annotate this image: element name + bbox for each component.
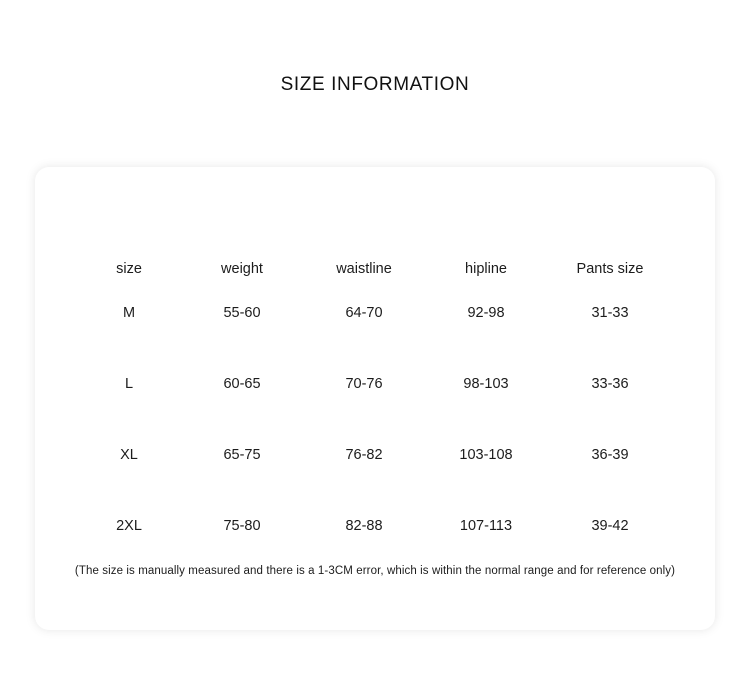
cell-hipline: 92-98: [467, 304, 505, 321]
table-row: [77, 419, 673, 490]
cell-pants-size: 31-33: [591, 304, 629, 321]
cell-size: 2XL: [116, 517, 142, 534]
table-row: [77, 348, 673, 419]
table-header: [77, 193, 673, 277]
measurement-note: (The size is manually measured and there is a 1-3CM error, which is within the normal range and for reference only): [74, 565, 676, 577]
cell-waistline: 76-82: [345, 446, 383, 463]
cell-weight: 55-60: [223, 304, 261, 321]
table-body: [77, 277, 673, 561]
cell-waistline: 64-70: [345, 304, 383, 321]
cell-weight: 75-80: [223, 517, 261, 534]
cell-size: XL: [120, 446, 138, 463]
cell-hipline: 103-108: [459, 446, 513, 463]
size-table: [77, 193, 673, 561]
cell-hipline: 98-103: [463, 375, 509, 392]
column-header-weight: weight: [221, 261, 263, 277]
column-header-hipline: hipline: [465, 261, 507, 277]
cell-pants-size: 33-36: [591, 375, 629, 392]
size-chart-card: [35, 167, 715, 630]
cell-pants-size: 36-39: [591, 446, 629, 463]
table-row: [77, 277, 673, 348]
table-row: [77, 490, 673, 561]
cell-pants-size: 39-42: [591, 517, 629, 534]
cell-hipline: 107-113: [459, 517, 513, 534]
cell-weight: 65-75: [223, 446, 261, 463]
cell-size: L: [124, 375, 134, 392]
page-title: SIZE INFORMATION: [280, 74, 470, 95]
table-header-row: [77, 193, 673, 277]
cell-weight: 60-65: [223, 375, 261, 392]
cell-waistline: 82-88: [345, 517, 383, 534]
column-header-pants-size: Pants size: [576, 261, 644, 277]
column-header-waistline: waistline: [336, 261, 392, 277]
cell-size: M: [122, 304, 136, 321]
cell-waistline: 70-76: [345, 375, 383, 392]
column-header-size: size: [116, 261, 142, 277]
